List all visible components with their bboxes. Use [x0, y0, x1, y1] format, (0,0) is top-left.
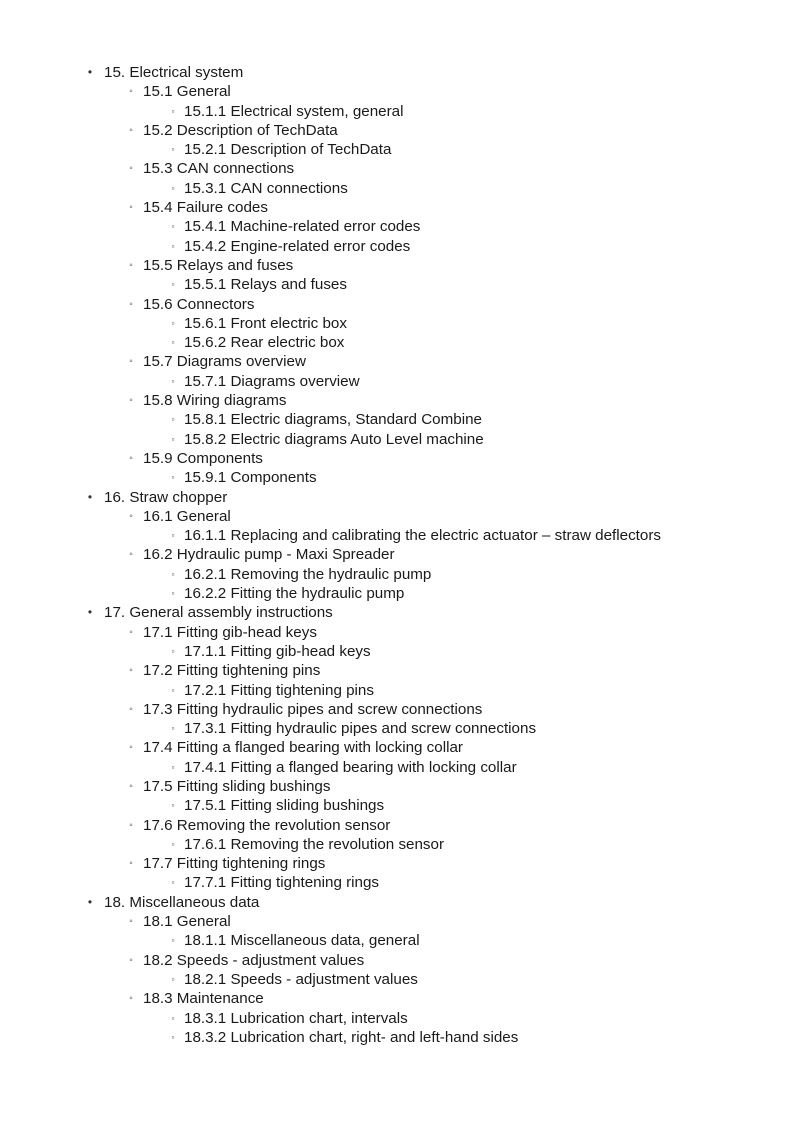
- bullet-square-icon: ▫: [171, 724, 175, 734]
- toc-chapter[interactable]: [0, 63, 794, 82]
- toc-subsection[interactable]: [0, 584, 794, 603]
- toc-subsection[interactable]: [0, 719, 794, 738]
- toc-section[interactable]: [0, 198, 794, 217]
- bullet-square-icon: ▫: [171, 646, 175, 656]
- toc-subsection[interactable]: [0, 526, 794, 545]
- toc-entry-label: 15.6 Connectors: [143, 295, 255, 313]
- bullet-square-icon: ▫: [171, 415, 175, 425]
- bullet-square-icon: ▫: [171, 376, 175, 386]
- bullet-circle-icon: ◦: [129, 858, 133, 870]
- toc-subsection[interactable]: [0, 1028, 794, 1047]
- bullet-circle-icon: ◦: [129, 124, 133, 136]
- toc-section[interactable]: [0, 661, 794, 680]
- toc-subsection[interactable]: [0, 275, 794, 294]
- toc-subsection[interactable]: [0, 410, 794, 429]
- toc-subsection[interactable]: [0, 333, 794, 352]
- toc-subsection[interactable]: [0, 314, 794, 333]
- bullet-circle-icon: ◦: [129, 298, 133, 310]
- toc-section[interactable]: [0, 951, 794, 970]
- bullet-disc-icon: •: [87, 65, 93, 79]
- toc-entry-label: 18.2.1 Speeds - adjustment values: [184, 970, 418, 988]
- toc-entry-label: 18.3 Maintenance: [143, 990, 264, 1008]
- toc-section[interactable]: [0, 700, 794, 719]
- toc-section[interactable]: [0, 777, 794, 796]
- bullet-circle-icon: ◦: [129, 202, 133, 214]
- toc-entry-label: 15. Electrical system: [104, 64, 244, 81]
- toc-section[interactable]: [0, 82, 794, 101]
- toc-chapter[interactable]: [0, 488, 794, 507]
- toc-entry-label: 15.9 Components: [143, 449, 263, 467]
- bullet-circle-icon: ◦: [129, 163, 133, 175]
- toc-entry-label: 16.2.1 Removing the hydraulic pump: [184, 565, 432, 583]
- toc-section[interactable]: [0, 449, 794, 468]
- bullet-square-icon: ▫: [171, 318, 175, 328]
- toc-entry-label: 17.1.1 Fitting gib-head keys: [184, 642, 371, 660]
- bullet-circle-icon: ◦: [129, 993, 133, 1005]
- bullet-square-icon: ▫: [171, 762, 175, 772]
- toc-entry-label: 15.1 General: [143, 83, 231, 101]
- toc-subsection[interactable]: [0, 642, 794, 661]
- bullet-square-icon: ▫: [171, 839, 175, 849]
- bullet-circle-icon: ◦: [129, 703, 133, 715]
- toc-section[interactable]: [0, 912, 794, 931]
- toc-entry-label: 16. Straw chopper: [104, 488, 228, 506]
- toc-entry-label: 18.3.1 Lubrication chart, intervals: [184, 1009, 408, 1027]
- toc-entry-label: 15.9.1 Components: [184, 469, 317, 487]
- toc-entry-label: 17.3.1 Fitting hydraulic pipes and screw connections: [184, 720, 537, 738]
- bullet-circle-icon: ◦: [129, 954, 133, 966]
- toc-subsection[interactable]: [0, 102, 794, 121]
- toc-entry-label: 17.2.1 Fitting tightening pins: [184, 681, 374, 699]
- toc-section[interactable]: [0, 545, 794, 564]
- toc-entry-label: 18. Miscellaneous data: [104, 893, 260, 911]
- toc-subsection[interactable]: [0, 931, 794, 950]
- bullet-circle-icon: ◦: [129, 626, 133, 638]
- toc-chapter[interactable]: [0, 603, 794, 622]
- toc-entry-label: 17.4.1 Fitting a flanged bearing with locking collar: [184, 758, 517, 776]
- toc-entry-label: 15.2 Description of TechData: [143, 121, 338, 139]
- toc-section[interactable]: [0, 854, 794, 873]
- bullet-square-icon: ▫: [171, 685, 175, 695]
- toc-entry-label: 17. General assembly instructions: [104, 604, 333, 622]
- toc-subsection[interactable]: [0, 237, 794, 256]
- toc-section[interactable]: [0, 816, 794, 835]
- bullet-square-icon: ▫: [171, 589, 175, 599]
- bullet-square-icon: ▫: [171, 241, 175, 251]
- bullet-square-icon: ▫: [171, 1013, 175, 1023]
- toc-entry-label: 17.5 Fitting sliding bushings: [143, 777, 331, 795]
- bullet-square-icon: ▫: [171, 936, 175, 946]
- bullet-square-icon: ▫: [171, 473, 175, 483]
- bullet-disc-icon: •: [87, 605, 93, 620]
- bullet-square-icon: ▫: [171, 878, 175, 888]
- bullet-square-icon: ▫: [171, 569, 175, 579]
- bullet-square-icon: ▫: [171, 222, 175, 232]
- bullet-square-icon: ▫: [171, 531, 175, 541]
- bullet-square-icon: ▫: [171, 434, 175, 444]
- toc-section[interactable]: [0, 121, 794, 140]
- bullet-square-icon: ▫: [171, 280, 175, 290]
- bullet-circle-icon: ◦: [129, 259, 133, 271]
- toc-entry-label: 18.2 Speeds - adjustment values: [143, 951, 365, 969]
- toc-entry-label: 17.2 Fitting tightening pins: [143, 662, 321, 680]
- toc-subsection[interactable]: [0, 796, 794, 815]
- toc-entry-label: 17.3 Fitting hydraulic pipes and screw connections: [143, 700, 483, 718]
- toc-section[interactable]: [0, 989, 794, 1008]
- toc-subsection[interactable]: [0, 565, 794, 584]
- bullet-circle-icon: ◦: [129, 780, 133, 792]
- toc-subsection[interactable]: [0, 468, 794, 487]
- bullet-square-icon: ▫: [171, 338, 175, 348]
- bullet-square-icon: ▫: [171, 801, 175, 811]
- toc-section[interactable]: [0, 738, 794, 757]
- toc-entry-label: 18.1.1 Miscellaneous data, general: [184, 932, 420, 950]
- toc-entry-label: 15.8.1 Electric diagrams, Standard Combine: [184, 411, 482, 429]
- bullet-disc-icon: •: [87, 894, 93, 909]
- toc-entry-label: 15.3.1 CAN connections: [184, 179, 348, 197]
- toc-entry-label: 16.1.1 Replacing and calibrating the electric actuator – straw deflectors: [184, 527, 661, 545]
- toc-entry-label: 15.7.1 Diagrams overview: [184, 372, 360, 390]
- toc-subsection[interactable]: [0, 217, 794, 236]
- toc-subsection[interactable]: [0, 430, 794, 449]
- toc-subsection[interactable]: [0, 873, 794, 892]
- toc-entry-label: 15.4.1 Machine-related error codes: [184, 218, 421, 236]
- toc-subsection[interactable]: [0, 681, 794, 700]
- toc-entry-label: 16.1 General: [143, 507, 231, 525]
- toc-entry-label: 17.6 Removing the revolution sensor: [143, 816, 391, 834]
- bullet-circle-icon: ◦: [129, 510, 133, 522]
- bullet-circle-icon: ◦: [129, 742, 133, 754]
- toc-entry-label: 17.5.1 Fitting sliding bushings: [184, 797, 385, 815]
- toc-entry-label: 15.4 Failure codes: [143, 199, 268, 217]
- toc-entry-label: 15.8.2 Electric diagrams Auto Level machine: [184, 430, 484, 448]
- toc-section[interactable]: [0, 256, 794, 275]
- toc-section[interactable]: [0, 623, 794, 642]
- toc-entry-label: 16.2 Hydraulic pump - Maxi Spreader: [143, 546, 395, 564]
- toc-subsection[interactable]: [0, 970, 794, 989]
- bullet-circle-icon: ◦: [129, 452, 133, 464]
- toc-section[interactable]: [0, 352, 794, 371]
- toc-entry-label: 15.3 CAN connections: [143, 160, 295, 178]
- bullet-circle-icon: ◦: [129, 916, 133, 928]
- toc-subsection[interactable]: [0, 758, 794, 777]
- bullet-square-icon: ▫: [171, 974, 175, 984]
- toc-subsection[interactable]: [0, 140, 794, 159]
- toc-entry-label: 15.6.1 Front electric box: [184, 314, 347, 332]
- table-of-contents: [0, 63, 794, 1047]
- toc-entry-label: 15.7 Diagrams overview: [143, 353, 306, 371]
- toc-chapter[interactable]: [0, 893, 794, 912]
- bullet-circle-icon: ◦: [129, 356, 133, 368]
- toc-section[interactable]: [0, 295, 794, 314]
- toc-entry-label: 15.6.2 Rear electric box: [184, 334, 345, 352]
- toc-section[interactable]: [0, 159, 794, 178]
- toc-entry-label: 16.2.2 Fitting the hydraulic pump: [184, 585, 405, 603]
- toc-entry-label: 17.6.1 Removing the revolution sensor: [184, 835, 445, 853]
- bullet-circle-icon: ◦: [129, 86, 133, 98]
- bullet-circle-icon: ◦: [129, 549, 133, 561]
- toc-subsection[interactable]: [0, 835, 794, 854]
- bullet-square-icon: ▫: [171, 183, 175, 193]
- bullet-square-icon: ▫: [171, 1032, 175, 1042]
- bullet-circle-icon: ◦: [129, 819, 133, 831]
- toc-entry-label: 17.7.1 Fitting tightening rings: [184, 874, 380, 892]
- toc-entry-label: 15.5.1 Relays and fuses: [184, 276, 347, 294]
- toc-entry-label: 17.4 Fitting a flanged bearing with locking collar: [143, 739, 463, 757]
- toc-entry-label: 17.7 Fitting tightening rings: [143, 855, 326, 873]
- toc-entry-label: 15.8 Wiring diagrams: [143, 392, 287, 410]
- toc-entry-label: 15.5 Relays and fuses: [143, 256, 294, 274]
- toc-subsection[interactable]: [0, 1009, 794, 1028]
- toc-entry-label: 15.1.1 Electrical system, general: [184, 102, 404, 120]
- bullet-square-icon: ▫: [171, 106, 175, 116]
- toc-entry-label: 17.1 Fitting gib-head keys: [143, 623, 317, 641]
- toc-entry-label: 15.4.2 Engine-related error codes: [184, 237, 411, 255]
- bullet-disc-icon: •: [87, 489, 93, 504]
- toc-entry-label: 18.3.2 Lubrication chart, right- and left-hand sides: [184, 1028, 519, 1046]
- bullet-circle-icon: ◦: [129, 665, 133, 677]
- toc-section[interactable]: [0, 391, 794, 410]
- toc-subsection[interactable]: [0, 372, 794, 391]
- bullet-circle-icon: ◦: [129, 395, 133, 407]
- bullet-square-icon: ▫: [171, 145, 175, 155]
- toc-section[interactable]: [0, 507, 794, 526]
- toc-subsection[interactable]: [0, 179, 794, 198]
- toc-entry-label: 18.1 General: [143, 913, 231, 931]
- toc-entry-label: 15.2.1 Description of TechData: [184, 141, 392, 159]
